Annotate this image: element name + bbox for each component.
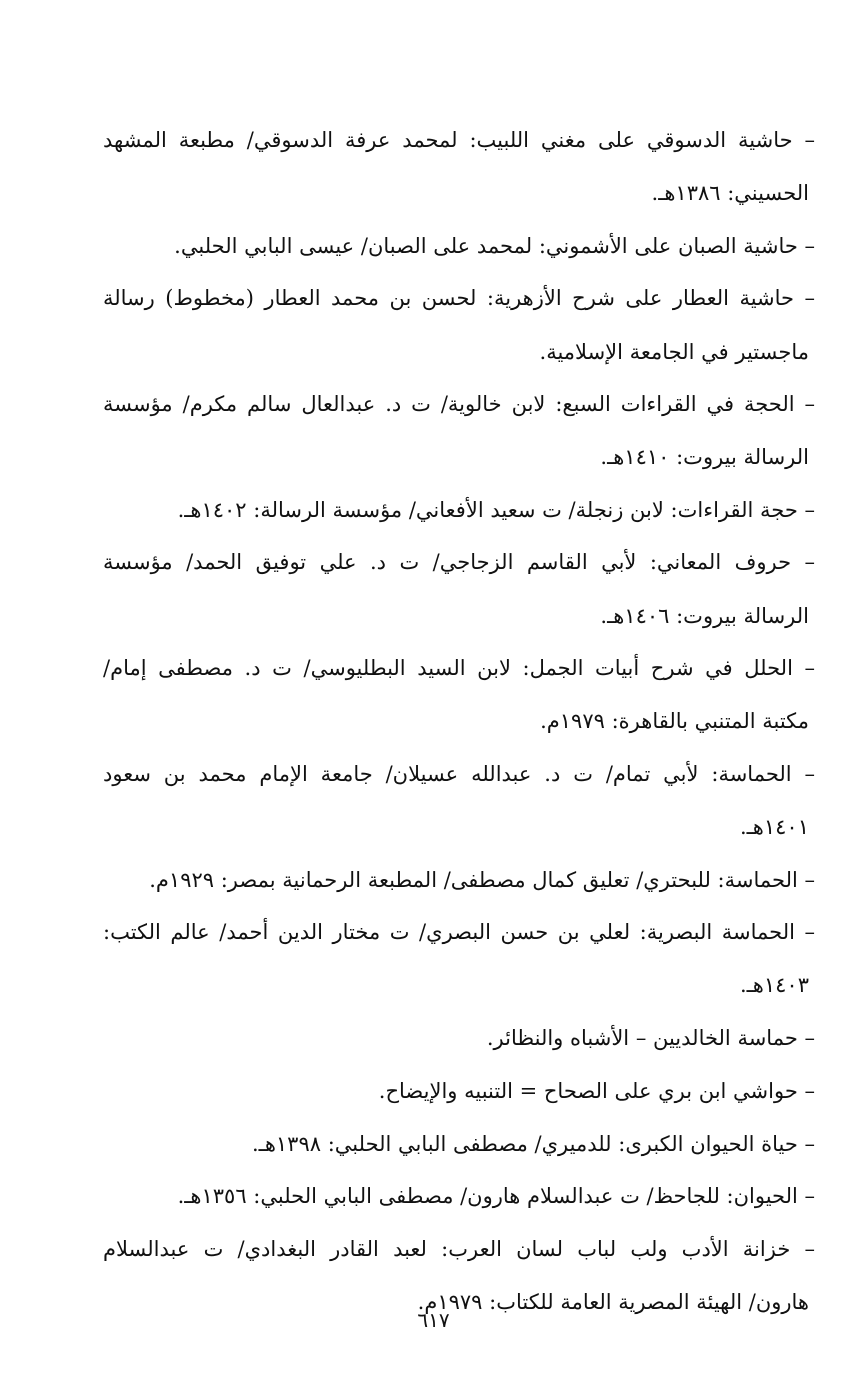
bibliography-line: الرسالة بيروت: ١٤٠٦هـ.: [600, 603, 809, 628]
bibliography-line: – حواشي ابن بري على الصحاح = التنبيه والإيضاح.: [378, 1078, 815, 1103]
bibliography-line: ١٤٠١هـ.: [739, 814, 809, 839]
bibliography-line: الحسيني: ١٣٨٦هـ.: [651, 181, 809, 206]
bibliography-line: – الحماسة: لأبي تمام/ ت د. عبدالله عسيلان/ جامعة الإمام محمد بن سعود: [103, 761, 815, 786]
bibliography-list: [103, 114, 815, 1328]
bibliography-line: – الحجة في القراءات السبع: لابن خالوية/ ت د. عبدالعال سالم مكرم/ مؤسسة: [103, 391, 815, 416]
bibliography-line: – حاشية الدسوقي على مغني اللبيب: لمحمد عرفة الدسوقي/ مطبعة المشهد: [103, 128, 815, 152]
bibliography-line: مكتبة المتنبي بالقاهرة: ١٩٧٩م.: [540, 709, 809, 734]
bibliography-line: هارون/ الهيئة المصرية العامة للكتاب: ١٩٧٩م.: [417, 1289, 809, 1314]
bibliography-line: – الحماسة: للبحتري/ تعليق كمال مصطفى/ المطبعة الرحمانية بمصر: ١٩٢٩م.: [149, 867, 815, 892]
bibliography-line: – حياة الحيوان الكبرى: للدميري/ مصطفى البابي الحلبي: ١٣٩٨هـ.: [252, 1131, 815, 1156]
bibliography-line: الرسالة بيروت: ١٤١٠هـ.: [600, 445, 809, 470]
bibliography-line: – الحيوان: للجاحظ/ ت عبدالسلام هارون/ مصطفى البابي الحلبي: ١٣٥٦هـ.: [177, 1184, 815, 1209]
bibliography-line: – حماسة الخالديين – الأشباه والنظائر.: [486, 1025, 815, 1050]
bibliography-line: – حجة القراءات: لابن زنجلة/ ت سعيد الأفعاني/ مؤسسة الرسالة: ١٤٠٢هـ.: [177, 497, 815, 522]
page-number: ٦١٧: [417, 1308, 450, 1332]
bibliography-line: – الحلل في شرح أبيات الجمل: لابن السيد البطليوسي/ ت د. مصطفى إمام/: [103, 655, 815, 680]
bibliography-line: – خزانة الأدب ولب لباب لسان العرب: لعبد القادر البغدادي/ ت عبدالسلام: [103, 1236, 815, 1261]
bibliography-line: – حاشية الصبان على الأشموني: لمحمد على الصبان/ عيسى البابي الحلبي.: [174, 233, 815, 258]
bibliography-line: ماجستير في الجامعة الإسلامية.: [539, 339, 809, 364]
bibliography-line: – الحماسة البصرية: لعلي بن حسن البصري/ ت مختار الدين أحمد/ عالم الكتب:: [103, 919, 815, 944]
bibliography-line: – حاشية العطار على شرح الأزهرية: لحسن بن محمد العطار (مخطوط) رسالة: [103, 286, 815, 311]
bibliography-line: ١٤٠٣هـ.: [739, 973, 809, 998]
bibliography-line: – حروف المعاني: لأبي القاسم الزجاجي/ ت د. علي توفيق الحمد/ مؤسسة: [103, 550, 815, 575]
